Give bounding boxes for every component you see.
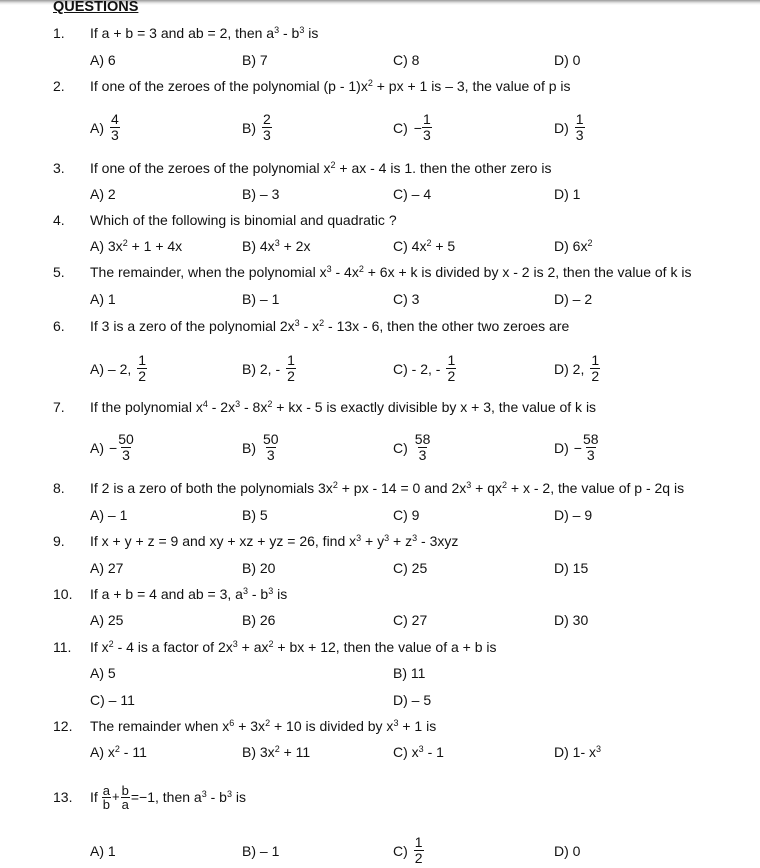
- option-c[interactable]: C) – 4: [393, 186, 432, 202]
- question-number: 2.: [53, 78, 65, 94]
- fraction: $\frac{1}{3}$: [575, 111, 584, 143]
- fraction: $\frac{1}{2}$: [287, 352, 295, 384]
- option-d[interactable]: D) 1: [554, 186, 581, 202]
- question-text: If 3 is a zero of the polynomial $2x^3 - x^2 - 13x - 6$, then the other two zeroes are: [90, 318, 570, 334]
- option-a[interactable]: A) – 1: [90, 507, 128, 523]
- option-c[interactable]: C) $\frac{58}{3}$: [393, 431, 431, 463]
- fraction: $\frac{4}{3}$: [111, 111, 119, 143]
- option-b[interactable]: B) 26: [242, 612, 276, 628]
- option-d[interactable]: D) – 9: [554, 507, 593, 523]
- option-b[interactable]: B) $3x^2 + 11$: [242, 744, 311, 760]
- option-c[interactable]: C) $\frac{1}{2}$: [393, 834, 423, 866]
- question-text: If $\frac{a}{b}$ + $\frac{b}{a}$ =−1 , then $a^3 - b^3$ is: [90, 782, 246, 812]
- fraction: $\frac{1}{3}$: [422, 111, 431, 143]
- fraction: $\frac{58}{3}$: [414, 431, 431, 463]
- option-d[interactable]: D) 0: [554, 843, 581, 859]
- fraction: $\frac{a}{b}$: [102, 782, 111, 812]
- fraction: $\frac{50}{3}$: [263, 431, 279, 463]
- question-number: 5.: [53, 264, 65, 280]
- question-text: If one of the zeroes of the polynomial $(p - 1)x^2$ + px + 1 is – 3, the value of p is: [90, 78, 571, 94]
- fraction: $\frac{1}{2}$: [414, 834, 423, 866]
- option-c[interactable]: C) 25: [393, 560, 428, 576]
- option-a[interactable]: A) 1: [90, 843, 116, 859]
- option-c[interactable]: C) - 2, - $\frac{1}{2}$: [393, 352, 456, 384]
- option-a[interactable]: A) $3x^2 + 1 + 4x$: [90, 238, 183, 254]
- option-c[interactable]: C) − $\frac{1}{3}$: [393, 111, 431, 143]
- question-number: 9.: [53, 533, 65, 549]
- option-c[interactable]: C) 8: [393, 52, 420, 68]
- question-text: The remainder, when the polynomial $x^3 - 4x^2 + 6x + k$ is divided by x - 2 is 2, then the value of k is: [90, 264, 692, 280]
- question-text: If 2 is a zero of both the polynomials $3x^2$ + px - 14 = 0 and $2x^3 + qx^2 + x - 2$, the value of p - 2q is: [90, 480, 685, 496]
- option-b[interactable]: B) 11: [393, 665, 426, 681]
- option-a[interactable]: A) 2: [90, 186, 116, 202]
- option-a[interactable]: A) 1: [90, 291, 116, 307]
- question-number: 12.: [53, 718, 73, 734]
- option-d[interactable]: D) − $\frac{58}{3}$: [554, 431, 599, 463]
- option-c[interactable]: C) 3: [393, 291, 420, 307]
- question-text: If $x^2 - 4$ is a factor of $2x^3 + ax^2$ + bx + 12, then the value of a + b is: [90, 639, 497, 655]
- fraction: $\frac{1}{2}$: [591, 352, 600, 384]
- fraction: $\frac{1}{2}$: [447, 352, 456, 384]
- question-number: 3.: [53, 160, 65, 176]
- option-b[interactable]: B) 2, - $\frac{1}{2}$: [242, 352, 295, 384]
- fraction: $\frac{b}{a}$: [121, 782, 129, 812]
- option-d[interactable]: D) $6x^2$: [554, 238, 593, 254]
- option-d[interactable]: D) 15: [554, 560, 589, 576]
- question-number: 8.: [53, 480, 65, 496]
- question-number: 10.: [53, 586, 73, 602]
- page-title: QUESTIONS: [53, 0, 139, 15]
- option-d[interactable]: D) 0: [554, 52, 581, 68]
- question-text: If a + b = 4 and ab = 3, $a^3 - b^3$ is: [90, 586, 288, 602]
- option-b[interactable]: B) $\frac{50}{3}$: [242, 431, 279, 463]
- option-b[interactable]: B) 5: [242, 507, 268, 523]
- option-d[interactable]: D) 1- $x^3$: [554, 744, 602, 760]
- option-b[interactable]: B) $\frac{2}{3}$: [242, 111, 271, 143]
- question-number: 6.: [53, 318, 65, 334]
- question-number: 7.: [53, 399, 65, 415]
- question-text: If a + b = 3 and ab = 2, then $a^3 - b^3$ is: [90, 25, 319, 41]
- option-b[interactable]: B) – 1: [242, 843, 280, 859]
- question-number: 4.: [53, 212, 65, 228]
- fraction: $\frac{58}{3}$: [582, 431, 599, 463]
- option-a[interactable]: A) 6: [90, 52, 116, 68]
- option-a[interactable]: A) $\frac{4}{3}$: [90, 111, 119, 143]
- option-d[interactable]: D) 2, $\frac{1}{2}$: [554, 352, 600, 384]
- fraction: $\frac{50}{3}$: [118, 431, 134, 463]
- question-text: Which of the following is binomial and quadratic ?: [90, 212, 397, 228]
- question-text: If one of the zeroes of the polynomial $x^2$ + ax - 4 is 1. then the other zero is: [90, 160, 552, 176]
- option-d[interactable]: D) – 2: [554, 291, 593, 307]
- option-b[interactable]: B) $4x^3 + 2x$: [242, 238, 311, 254]
- option-d[interactable]: D) 30: [554, 612, 589, 628]
- option-a[interactable]: A) $x^2 - 11$: [90, 744, 147, 760]
- option-c[interactable]: C) 27: [393, 612, 428, 628]
- question-number: 1.: [53, 25, 65, 41]
- option-a[interactable]: A) − $\frac{50}{3}$: [90, 431, 134, 463]
- option-c[interactable]: C) 9: [393, 507, 420, 523]
- question-number: 11.: [53, 639, 72, 655]
- option-c[interactable]: C) $4x^2 + 5$: [393, 238, 456, 254]
- option-b[interactable]: B) – 3: [242, 186, 280, 202]
- option-a[interactable]: A) 5: [90, 665, 116, 681]
- option-a[interactable]: A) 27: [90, 560, 124, 576]
- option-d[interactable]: D) – 5: [393, 692, 432, 708]
- question-text: If x + y + z = 9 and xy + xz + yz = 26, find $x^3 + y^3 + z^3 - 3xyz$: [90, 533, 459, 549]
- option-b[interactable]: B) 20: [242, 560, 276, 576]
- option-c[interactable]: C) $x^3 - 1$: [393, 744, 444, 760]
- fraction: $\frac{1}{2}$: [138, 352, 147, 384]
- fraction: $\frac{2}{3}$: [263, 111, 271, 143]
- option-c[interactable]: C) – 11: [90, 692, 135, 708]
- option-d[interactable]: D) $\frac{1}{3}$: [554, 111, 584, 143]
- option-b[interactable]: B) – 1: [242, 291, 280, 307]
- option-a[interactable]: A) 25: [90, 612, 124, 628]
- option-b[interactable]: B) 7: [242, 52, 268, 68]
- question-text: The remainder when $x^6 + 3x^2 + 10$ is divided by $x^3 + 1$ is: [90, 718, 437, 734]
- question-text: If the polynomial $x^4 - 2x^3 - 8x^2$ + kx - 5 is exactly divisible by x + 3, the value of k is: [90, 399, 597, 415]
- question-number: 13.: [53, 789, 73, 805]
- option-a[interactable]: A) – 2, $\frac{1}{2}$: [90, 352, 147, 384]
